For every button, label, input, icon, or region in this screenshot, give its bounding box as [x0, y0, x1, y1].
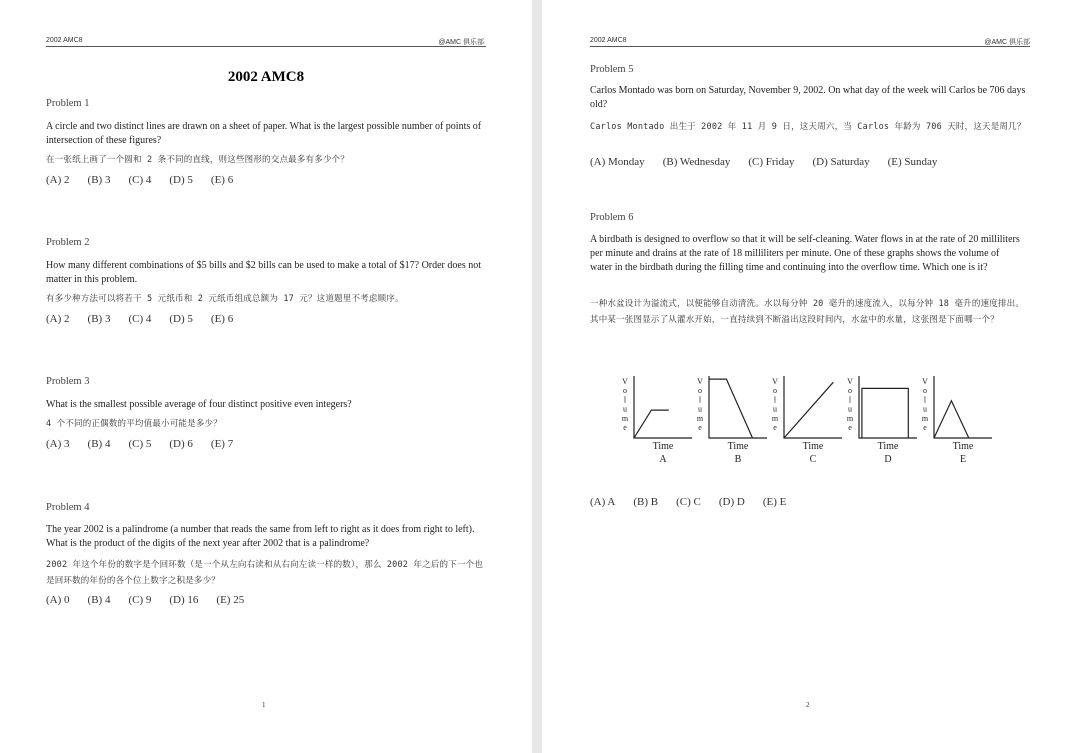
problem-3-title: Problem 3	[46, 376, 90, 387]
graph-ylabel-letter: V	[922, 377, 928, 386]
choice: (D) 5	[169, 174, 193, 186]
problem-2-choices	[46, 313, 251, 325]
graph-axes	[634, 376, 692, 438]
choice: (B) 4	[87, 438, 111, 450]
choice: (E) 6	[210, 174, 234, 186]
choice: (A) 2	[46, 174, 70, 186]
graph-ylabel-letter: V	[697, 377, 703, 386]
graph-xlabel: Time	[952, 441, 974, 452]
graph-ylabel-letter: l	[848, 395, 852, 405]
graph-ylabel-letter: u	[623, 404, 627, 414]
graph-letter: E	[959, 454, 967, 465]
graph-ylabel-letter: u	[698, 404, 702, 414]
problem-4-text: The year 2002 is a palindrome (a number that reads the same from left to right as it does from right to left). What is the product of the digits of the next year after 2002 that is a palindrome?	[46, 524, 475, 549]
graph-xlabel: Time	[802, 441, 824, 452]
problem-5-choices	[590, 156, 955, 168]
graph-ylabel-letter: m	[622, 413, 629, 423]
graph-ylabel-letter: m	[921, 413, 929, 423]
graph-letter: B	[734, 454, 742, 465]
choice: (A) 3	[46, 438, 70, 450]
choice: (C) 4	[128, 313, 152, 325]
header-right: @AMC 俱乐部	[984, 39, 1030, 46]
problem-4-title: Problem 4	[46, 502, 90, 513]
graph-ylabel-letter: l	[623, 395, 627, 405]
problem-5-text: Carlos Montado was born on Saturday, November 9, 2002. On what day of the week will Carlos be 706 days old?	[590, 85, 1026, 110]
choice: (B) Wednesday	[662, 156, 731, 168]
problem-1-chinese-text: 在一张纸上画了一个圆和 2 条不同的直线，则这些图形的交点最多有多少个？	[46, 155, 350, 165]
choice: (D) Saturday	[812, 156, 870, 168]
header-right: @AMC 俱乐部	[438, 39, 484, 46]
graph-ylabel-letter: o	[698, 386, 702, 396]
choice: (E) 6	[210, 313, 234, 325]
graph-ylabel-letter: u	[773, 404, 777, 414]
header-rule	[590, 46, 1030, 47]
problem-6-title: Problem 6	[590, 212, 634, 223]
choice: (E) 25	[216, 594, 245, 606]
graph-ylabel-letter: m	[771, 413, 779, 423]
header-left: 2002 AMC8	[46, 37, 83, 44]
graph-ylabel-letter: l	[923, 395, 927, 405]
choice: (A) 0	[46, 594, 70, 606]
graph-ylabel-letter: e	[698, 423, 702, 432]
graph-letter: C	[809, 454, 817, 465]
graph-ylabel-letter: V	[622, 377, 628, 386]
graph-curve	[934, 401, 969, 438]
graph-curve	[634, 410, 669, 438]
problem-6-text: A birdbath is designed to overflow so that it will be self-cleaning. Water flows in at the rate of 20 milliliters per minute and drains at the rate of 18 milliliters per minute. One of these graphs shows the volume of water in the birdbath during the filling time and continuing into the overflow time. Which one is it?	[590, 234, 1020, 273]
graph-ylabel-letter: V	[772, 377, 778, 386]
graph-xlabel: Time	[877, 441, 899, 452]
graph-curve	[709, 379, 753, 438]
page-2	[542, 0, 1080, 753]
choice: (A) A	[590, 496, 616, 508]
page-1	[0, 0, 532, 753]
choice: (C) C	[676, 496, 701, 508]
graph-letter: A	[659, 454, 667, 465]
problem-4-chinese-text: 2002 年这个年份的数字是个回环数（是一个从左向右读和从右向左读一样的数），那么 2002 年之后的下一个也是回环数的年份的各个位上数字之积是多少？	[46, 560, 484, 586]
choice: (C) Friday	[748, 156, 795, 168]
problem-1-choices	[46, 174, 251, 186]
graph-ylabel-letter: u	[923, 404, 927, 414]
graph-ylabel-letter: o	[848, 386, 852, 396]
choice: (B) 3	[87, 313, 111, 325]
problem-2-title: Problem 2	[46, 237, 90, 248]
choice: (D) 16	[169, 594, 199, 606]
choice: (B) B	[633, 496, 659, 508]
graph-xlabel: Time	[727, 441, 749, 452]
problem-5-title: Problem 5	[590, 64, 634, 75]
problem-6-choices	[590, 496, 804, 508]
problem-2-text: How many different combinations of $5 bills and $2 bills can be used to make a total of $17? Order does not matter in this problem.	[46, 260, 481, 285]
problem-3-choices	[46, 438, 251, 450]
choice: (B) 4	[87, 594, 111, 606]
graph-ylabel-letter: e	[923, 423, 927, 432]
choice: (C) 9	[128, 594, 152, 606]
graph-axes	[709, 376, 767, 438]
graph-ylabel-letter: V	[847, 377, 853, 386]
graph-ylabel-letter: e	[848, 423, 852, 432]
choice: (B) 3	[87, 174, 111, 186]
page-number: 1	[262, 701, 266, 709]
graph-xlabel: Time	[652, 441, 674, 452]
choice: (C) 5	[128, 438, 152, 450]
volume-time-graphs	[622, 372, 1032, 472]
graph-ylabel-letter: l	[698, 395, 702, 405]
choice: (E) E	[762, 496, 787, 508]
problem-3-text: What is the smallest possible average of four distinct positive even integers?	[46, 399, 352, 410]
header-rule	[46, 46, 486, 47]
choice: (D) 5	[169, 313, 193, 325]
graph-curve	[784, 382, 833, 438]
choice: (E) Sunday	[887, 156, 938, 168]
problem-5-chinese-text: Carlos Montado 出生于 2002 年 11 月 9 日，这天周六，当 Carlos 年龄为 706 天时，这天是周几？	[590, 122, 1026, 132]
graph-ylabel-letter: l	[773, 395, 777, 405]
problem-6-chinese-text: 一种水盆设计为溢流式，以便能够自动清洗。水以每分钟 20 毫升的速度流入，以每分钟 18 毫升的速度排出。其中某一张图显示了从灌水开始，一直持续到不断溢出这段时间内，水盆中的水量，这张图是下面哪一个？	[590, 299, 1025, 325]
graph-ylabel-letter: m	[846, 413, 854, 423]
graph-letter: D	[884, 454, 892, 465]
graph-curve	[862, 388, 908, 438]
graph-ylabel-letter: o	[773, 386, 777, 396]
problem-1-title: Problem 1	[46, 98, 90, 109]
choice: (A) Monday	[590, 156, 645, 168]
choice: (D) 6	[169, 438, 193, 450]
problem-1-text: A circle and two distinct lines are drawn on a sheet of paper. What is the largest possible number of points of intersection of these figures?	[46, 121, 482, 146]
graph-ylabel-letter: e	[773, 423, 777, 432]
graph-axes	[934, 376, 992, 438]
header-left: 2002 AMC8	[590, 37, 627, 44]
problem-4-choices	[46, 594, 262, 606]
graph-ylabel-letter: u	[848, 404, 852, 414]
graph-ylabel-letter: o	[923, 386, 927, 396]
choice: (E) 7	[210, 438, 234, 450]
graph-ylabel-letter: e	[623, 423, 627, 432]
graph-ylabel-letter: o	[623, 386, 627, 396]
choice: (A) 2	[46, 313, 70, 325]
problem-2-chinese-text: 有多少种方法可以将若干 5 元纸币和 2 元纸币组成总额为 17 元？这道题里不考虑顺序。	[46, 294, 404, 304]
page-number: 2	[806, 701, 810, 709]
graph-ylabel-letter: m	[696, 413, 704, 423]
choice: (C) 4	[128, 174, 152, 186]
problem-3-chinese-text: 4 个不同的正偶数的平均值最小可能是多少？	[46, 419, 222, 429]
document-title: 2002 AMC8	[227, 69, 305, 85]
choice: (D) D	[718, 496, 745, 508]
